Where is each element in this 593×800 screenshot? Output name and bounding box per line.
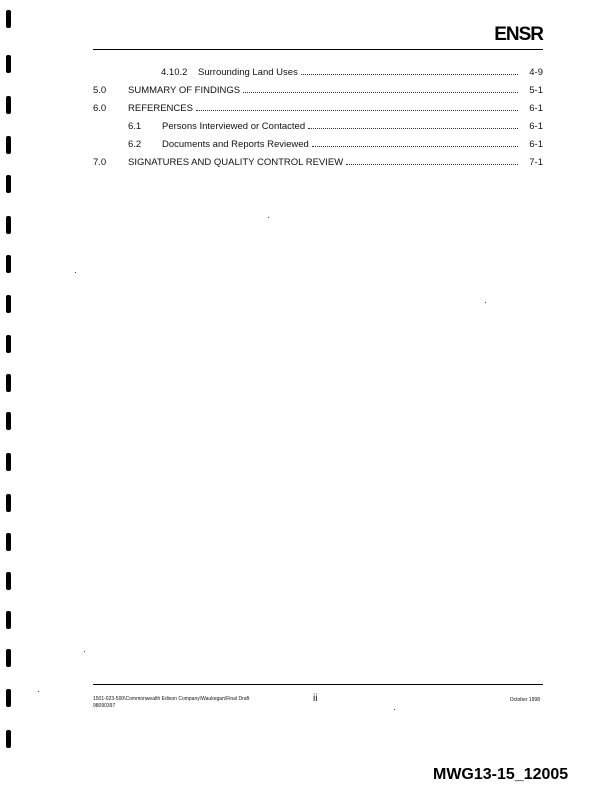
scan-speck bbox=[394, 709, 395, 710]
ensr-logo: ENSR bbox=[494, 24, 543, 45]
toc-entry-page: 6-1 bbox=[529, 121, 543, 132]
binder-hole bbox=[6, 335, 11, 353]
scan-speck bbox=[75, 272, 76, 273]
binder-hole bbox=[6, 453, 11, 471]
toc-entry bbox=[93, 156, 543, 170]
binder-hole bbox=[6, 55, 11, 73]
binder-hole bbox=[6, 611, 11, 629]
toc-entry bbox=[93, 66, 543, 80]
footer-document-id bbox=[93, 696, 313, 710]
binder-holes bbox=[6, 0, 20, 800]
toc-entry-title: REFERENCES bbox=[128, 103, 193, 114]
toc-entry bbox=[93, 102, 543, 116]
toc-entry-title-wrap bbox=[198, 66, 521, 80]
toc-entry-number: 6.0 bbox=[93, 103, 107, 114]
bates-stamp: MWG13-15_12005 bbox=[433, 766, 569, 783]
scan-speck bbox=[38, 691, 39, 692]
toc-entry-title: Documents and Reports Reviewed bbox=[162, 139, 309, 150]
binder-hole bbox=[6, 533, 11, 551]
toc-entry-title: SUMMARY OF FINDINGS bbox=[128, 85, 241, 96]
toc-entry-page: 6-1 bbox=[529, 103, 543, 114]
toc-entry-title: Persons Interviewed or Contacted bbox=[162, 121, 306, 132]
toc-leader bbox=[301, 74, 518, 75]
toc-entry bbox=[93, 84, 543, 98]
toc-entry-page: 4-9 bbox=[529, 67, 543, 78]
binder-hole bbox=[6, 175, 11, 193]
toc-entry bbox=[93, 120, 543, 134]
toc-entry-page: 6-1 bbox=[529, 139, 543, 150]
header-rule bbox=[93, 49, 543, 50]
binder-hole bbox=[6, 412, 11, 430]
toc-entry-title-wrap bbox=[162, 120, 521, 134]
toc-entry-title-wrap bbox=[128, 156, 521, 170]
binder-hole bbox=[6, 295, 11, 313]
footer-number: 98090397 bbox=[93, 703, 116, 709]
toc-leader bbox=[312, 146, 518, 147]
page-number: ii bbox=[313, 693, 318, 704]
toc-entry-title-wrap bbox=[162, 138, 521, 152]
binder-hole bbox=[6, 10, 11, 28]
binder-hole bbox=[6, 136, 11, 154]
binder-hole bbox=[6, 96, 11, 114]
toc-entry-title: Surrounding Land Uses bbox=[198, 67, 298, 78]
binder-hole bbox=[6, 374, 11, 392]
toc-entry-number: 6.2 bbox=[128, 139, 142, 150]
scan-speck bbox=[485, 302, 486, 303]
binder-hole bbox=[6, 572, 11, 590]
toc-entry-number: 5.0 bbox=[93, 85, 107, 96]
toc-leader bbox=[308, 128, 518, 129]
toc-leader bbox=[196, 110, 518, 111]
toc-entry-number: 4.10.2 bbox=[161, 67, 188, 78]
toc-entry-number: 7.0 bbox=[93, 157, 107, 168]
binder-hole bbox=[6, 689, 11, 707]
binder-hole bbox=[6, 255, 11, 273]
toc-entry-title-wrap bbox=[128, 102, 521, 116]
scan-speck bbox=[84, 651, 85, 652]
binder-hole bbox=[6, 494, 11, 512]
toc-entry-page: 5-1 bbox=[529, 85, 543, 96]
footer-date: October 1998 bbox=[509, 697, 540, 703]
binder-hole bbox=[6, 216, 11, 234]
scan-speck bbox=[268, 217, 269, 218]
toc-leader bbox=[243, 92, 518, 93]
toc-leader bbox=[346, 164, 518, 165]
footer-path: 1501-023-500\Commonwealth Edison Company\Waukegan\Final Draft bbox=[93, 696, 250, 702]
binder-hole bbox=[6, 730, 11, 748]
toc-entry-page: 7-1 bbox=[529, 157, 543, 168]
toc-entry bbox=[93, 138, 543, 152]
toc-entry-number: 6.1 bbox=[128, 121, 142, 132]
toc-entry-title: SIGNATURES AND QUALITY CONTROL REVIEW bbox=[128, 157, 344, 168]
footer-rule bbox=[93, 684, 543, 685]
binder-hole bbox=[6, 649, 11, 667]
toc-entry-title-wrap bbox=[128, 84, 521, 98]
